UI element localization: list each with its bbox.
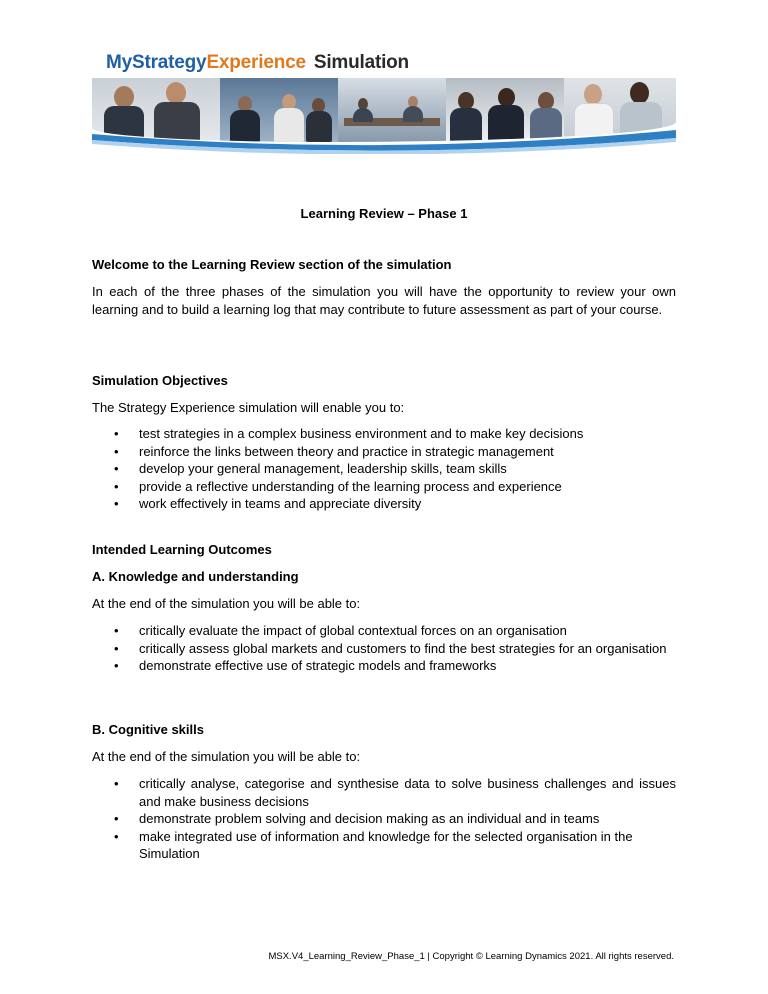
knowledge-list [114,622,676,675]
cognitive-list [114,775,676,863]
bullet: • [114,776,119,791]
outcomes-heading: Intended Learning Outcomes [92,542,272,557]
objectives-heading: Simulation Objectives [92,373,228,388]
bullet: • [114,461,119,476]
list-item: • demonstrate effective use of strategic models and frameworks [114,658,497,673]
brand-logo [106,52,409,74]
bullet: • [114,426,119,441]
list-item: • work effectively in teams and appreciate diversity [114,496,422,511]
bullet: • [114,828,119,844]
list-item: • make integrated use of information and knowledge for the selected organisation in the Simulation [114,828,633,861]
list-item: • test strategies in a complex business environment and to make key decisions [114,426,584,441]
bullet: • [114,496,119,511]
list-item: • provide a reflective understanding of the learning process and experience [114,478,562,494]
brand-simulation: Simulation [313,52,409,73]
banner-swoosh [92,128,676,154]
bullet: • [114,478,119,494]
bullet: • [114,623,119,638]
bullet: • [114,443,119,459]
page-title: Learning Review – Phase 1 [300,206,468,221]
cognitive-intro: At the end of the simulation you will be able to: [92,749,361,764]
list-item: • develop your general management, leadership skills, team skills [114,461,507,476]
brand-my: My [106,52,132,73]
knowledge-intro: At the end of the simulation you will be able to: [92,596,361,611]
knowledge-heading: A. Knowledge and understanding [92,569,299,584]
welcome-heading: Welcome to the Learning Review section of the simulation [92,257,452,272]
objectives-list [114,425,676,513]
welcome-paragraph: In each of the three phases of the simulation you will have the opportunity to review your own learning and to build a learning log that may contribute to future assessment as part of your course. [92,284,676,317]
list-item: • demonstrate problem solving and decision making as an individual and in teams [114,811,600,826]
list-item: • critically assess global markets and customers to find the best strategies for an organisation [114,640,667,656]
footer-copyright: MSX.V4_Learning_Review_Phase_1 | Copyright © Learning Dynamics 2021. All rights reserved. [268,951,674,962]
objectives-intro: The Strategy Experience simulation will enable you to: [92,400,405,415]
brand-strategy: Strategy [132,52,207,73]
bullet: • [114,640,119,656]
brand-experience: Experience [206,52,306,73]
bullet: • [114,811,119,826]
list-item: • critically analyse, categorise and synthesise data to solve business challenges and issues and make business decisions [114,776,676,809]
list-item: • critically evaluate the impact of global contextual forces on an organisation [114,623,567,638]
bullet: • [114,658,119,673]
cognitive-heading: B. Cognitive skills [92,722,204,737]
list-item: • reinforce the links between theory and practice in strategic management [114,443,554,459]
